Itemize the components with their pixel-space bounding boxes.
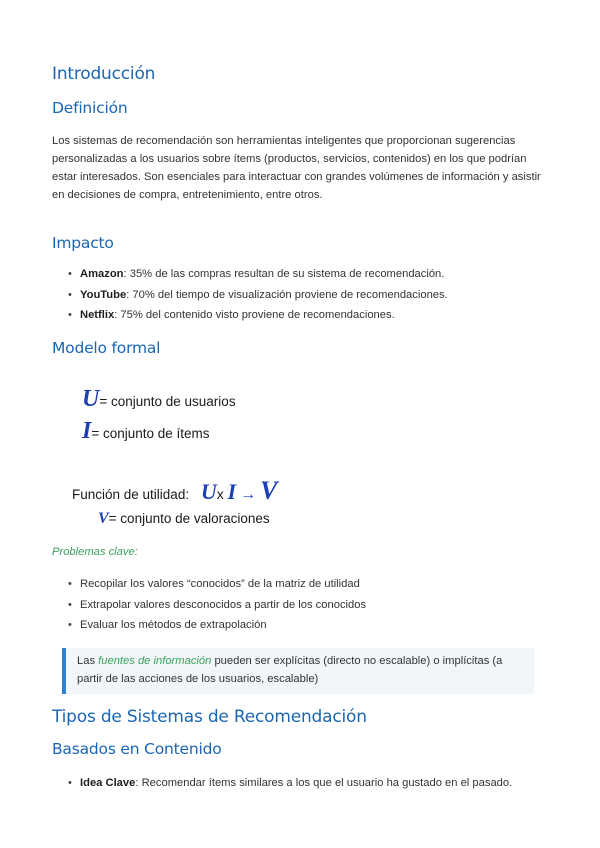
- heading-modelo-formal: Modelo formal: [52, 339, 161, 357]
- list-item: [66, 285, 546, 306]
- arrow-icon: →: [240, 486, 257, 503]
- list-item-text: : 35% de las compras resultan de su sistema de recomendación.: [123, 268, 445, 280]
- problemas-list: [66, 574, 546, 636]
- func-i-symbol: I: [227, 479, 237, 504]
- formula-valoraciones-text: = conjunto de valoraciones: [108, 511, 270, 526]
- heading-introduccion: Introducción: [52, 64, 156, 84]
- v-symbol: V: [98, 510, 109, 527]
- formula-users: [82, 386, 236, 413]
- formula-utility: [72, 476, 277, 506]
- u-symbol: U: [82, 386, 100, 412]
- list-item: • Extrapolar valores desconocidos a partir de los conocidos: [66, 595, 546, 616]
- list-item: • Recopilar los valores “conocidos” de la matriz de utilidad: [66, 574, 546, 595]
- list-item: [66, 774, 526, 792]
- list-item-label: Idea Clave: [80, 777, 136, 789]
- list-item-label: Netflix: [80, 309, 115, 321]
- list-item: [66, 264, 546, 285]
- definicion-paragraph: Los sistemas de recomendación son herramientas inteligentes que proporcionan sugerencias personalizadas a los usuarios sobre ítems (productos, servicios, contenidos) en los que podrían estar interesados. Son esenciales para interactuar con grandes volúmenes de información y asistir en decisiones de compra, entretenimiento, entre otros.: [52, 135, 541, 201]
- list-item-text: : 70% del tiempo de visualización proviene de recomendaciones.: [126, 288, 448, 301]
- list-item: [66, 305, 546, 326]
- i-symbol: I: [82, 418, 92, 444]
- list-item-label: YouTube: [80, 288, 127, 301]
- formula-users-text: = conjunto de usuarios: [99, 394, 236, 409]
- list-item-text: : 75% del contenido visto proviene de recomendaciones.: [114, 309, 395, 321]
- formula-items: [82, 418, 210, 445]
- callout-post: pueden ser explícitas (directo no escalable) o implícitas (a partir de las acciones de los usuarios, escalable): [77, 655, 503, 685]
- formula-valoraciones: [98, 510, 270, 528]
- heading-tipos: Tipos de Sistemas de Recomendación: [52, 707, 367, 727]
- formula-items-text: = conjunto de ítems: [91, 426, 210, 441]
- contenido-list: [66, 774, 526, 792]
- func-u-symbol: U: [200, 479, 217, 504]
- func-x: x: [216, 486, 224, 502]
- heading-definicion: Definición: [52, 99, 128, 117]
- func-v-symbol: V: [260, 476, 278, 505]
- utility-label: Función de utilidad:: [72, 487, 190, 502]
- info-callout: [62, 648, 534, 694]
- list-item-text: : Recomendar ítems similares a los que el usuario ha gustado en el pasado.: [135, 777, 513, 789]
- list-item-label: Amazon: [80, 268, 124, 280]
- problemas-label: [52, 546, 138, 558]
- impacto-list: [66, 264, 546, 326]
- heading-impacto: Impacto: [52, 234, 114, 252]
- callout-link[interactable]: fuentes de información: [98, 655, 212, 667]
- problemas-label-text: Problemas clave:: [52, 546, 138, 558]
- callout-pre: Las: [77, 655, 99, 667]
- list-item: • Evaluar los métodos de extrapolación: [66, 615, 546, 636]
- heading-basados-contenido: Basados en Contenido: [52, 740, 222, 758]
